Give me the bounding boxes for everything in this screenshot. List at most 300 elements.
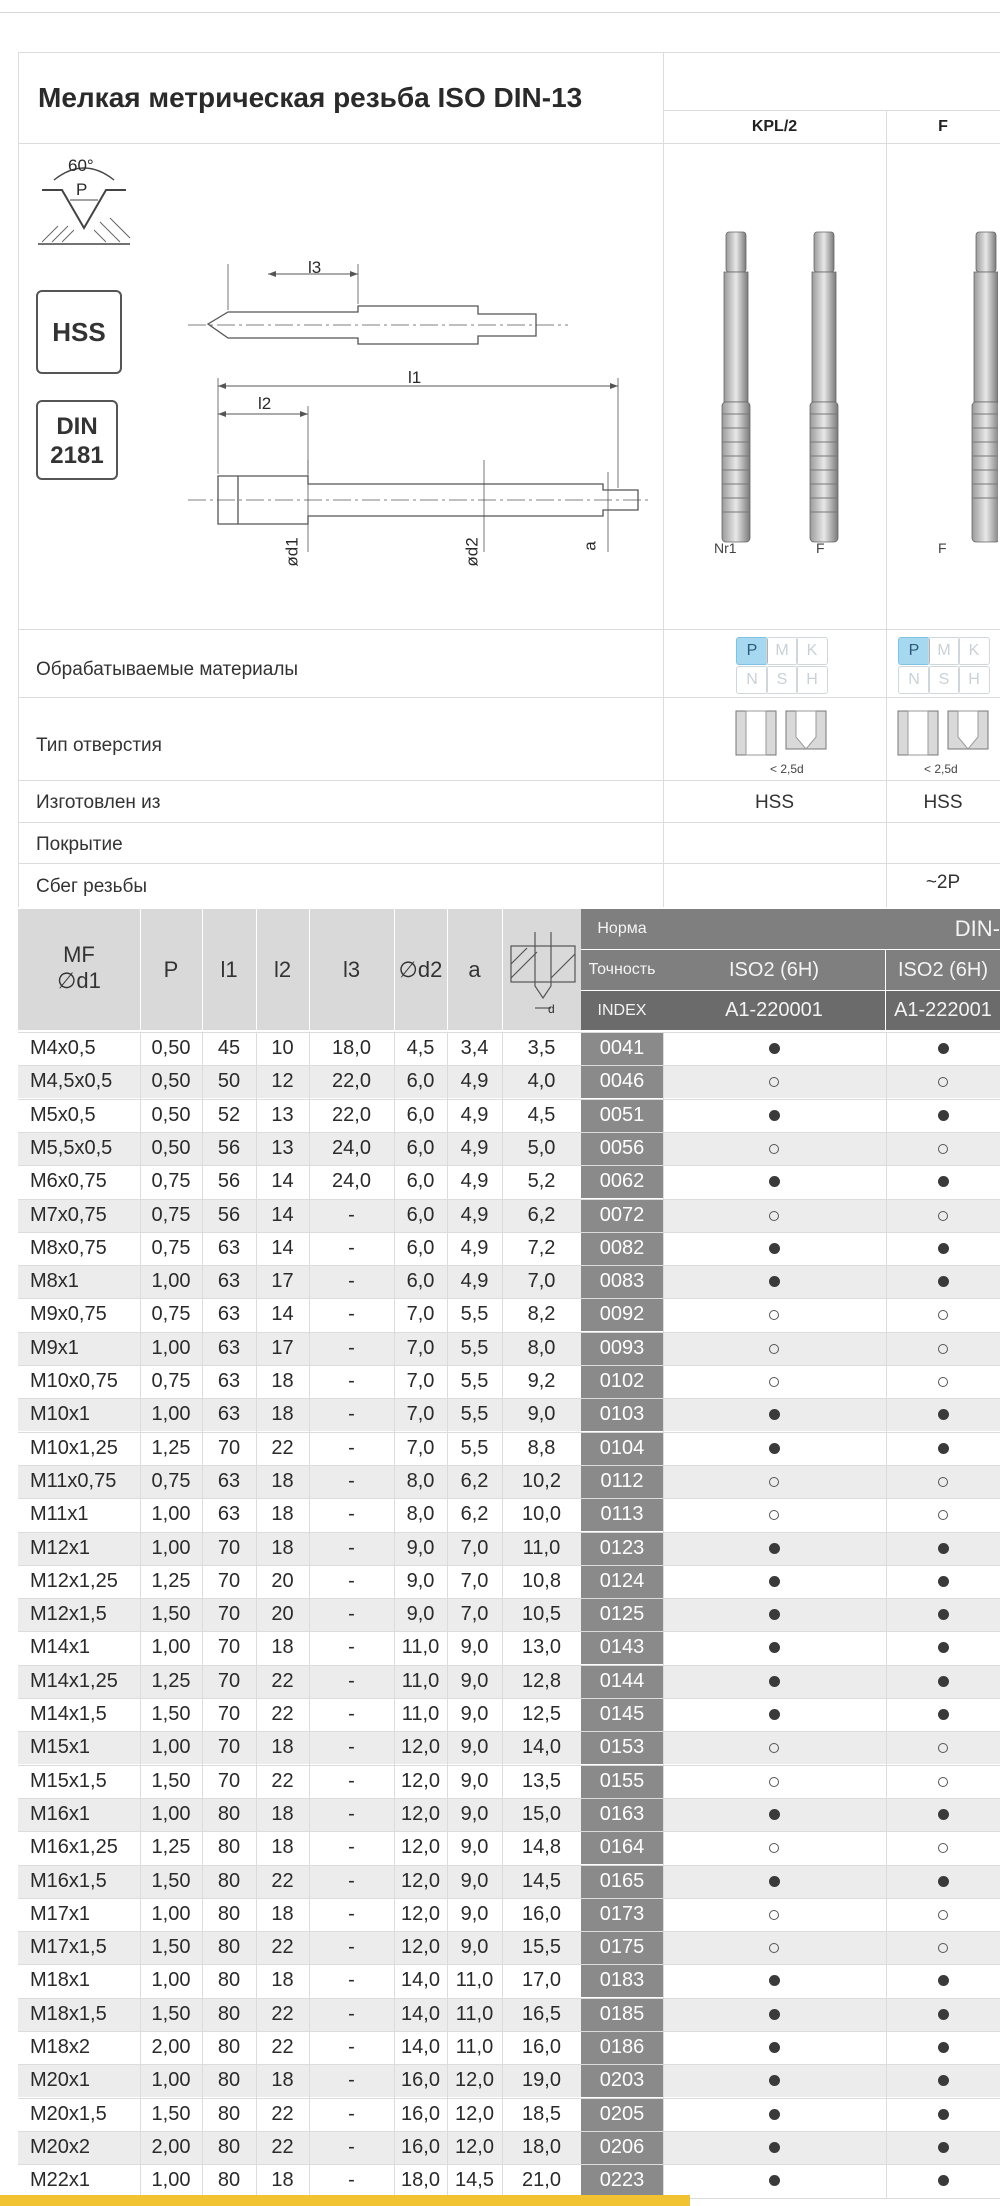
cell-d2: 6,0 xyxy=(406,1203,435,1226)
cell-drill: 14,8 xyxy=(522,1836,561,1859)
cell-l2: 22 xyxy=(271,2036,294,2058)
cell-l3: - xyxy=(348,1669,355,1692)
table-row xyxy=(18,2164,1000,2197)
cell-drill: 7,0 xyxy=(527,1270,556,1293)
tolerance-value: ISO2 (6H) xyxy=(886,950,1000,990)
availability-full-icon xyxy=(938,1176,949,1187)
cell-mf: M20x2 xyxy=(30,2135,91,2158)
table-row xyxy=(18,1598,1000,1631)
cell-l1: 80 xyxy=(217,2069,241,2092)
cell-p: 1,50 xyxy=(151,1603,191,1626)
cell-mf: M16x1,5 xyxy=(30,1869,107,1892)
cell-mf: M18x1,5 xyxy=(30,2002,107,2025)
availability-empty-icon xyxy=(769,1743,779,1753)
page-title: Мелкая метрическая резьба ISO DIN-13 xyxy=(38,82,583,113)
availability-full-icon xyxy=(769,2009,780,2020)
availability-full-icon xyxy=(938,1443,949,1454)
cell-drill: 16,0 xyxy=(522,1902,561,1925)
cell-p: 1,50 xyxy=(151,1703,191,1725)
availability-full-icon xyxy=(938,2042,949,2053)
cell-p: 1,50 xyxy=(151,1769,191,1792)
cell-mf: M9x1 xyxy=(30,1336,79,1359)
cell-d2: 11,0 xyxy=(401,1703,440,1725)
cell-drill: 3,5 xyxy=(527,1037,556,1059)
table-row xyxy=(18,1631,1000,1664)
cell-a: 6,2 xyxy=(460,1503,489,1526)
availability-full-icon xyxy=(769,2109,780,2120)
material-h-icon: H xyxy=(958,666,990,694)
cell-d2: 12,0 xyxy=(401,1802,440,1825)
cell-a: 9,0 xyxy=(460,1736,489,1759)
divider xyxy=(502,1032,503,2198)
cell-drill: 18,0 xyxy=(522,2135,561,2158)
cell-p: 1,25 xyxy=(151,1569,191,1592)
cell-l3: - xyxy=(348,2036,355,2058)
cell-p: 1,50 xyxy=(151,2002,191,2025)
cell-l3: - xyxy=(348,2002,355,2025)
cell-a: 9,0 xyxy=(460,1703,489,1725)
cell-d2: 8,0 xyxy=(406,1503,435,1526)
cell-index: 0153 xyxy=(581,1731,663,1764)
cell-drill: 5,2 xyxy=(527,1170,556,1193)
divider xyxy=(18,1731,1000,1732)
cell-a: 6,2 xyxy=(460,1469,489,1492)
cell-drill: 4,5 xyxy=(527,1103,556,1126)
table-row xyxy=(18,1731,1000,1764)
cell-index: 0183 xyxy=(581,1964,663,1997)
cell-l2: 14 xyxy=(271,1303,294,1326)
cell-a: 4,9 xyxy=(460,1170,489,1193)
cell-index: 0144 xyxy=(581,1665,663,1698)
table-row xyxy=(18,1498,1000,1531)
cell-index: 0223 xyxy=(581,2164,663,2197)
cell-l1: 80 xyxy=(217,1802,241,1825)
cell-l2: 18 xyxy=(271,1370,294,1392)
table-row xyxy=(18,1865,1000,1898)
header-l1: l1 xyxy=(220,957,238,982)
cell-index: 0175 xyxy=(581,1931,663,1964)
cell-l2: 14 xyxy=(271,1170,294,1193)
cell-drill: 5,0 xyxy=(527,1136,556,1159)
header-precision: Точность xyxy=(581,950,663,990)
cell-d2: 14,0 xyxy=(401,1969,440,1992)
availability-full-icon xyxy=(938,1642,949,1653)
dim-l3: l3 xyxy=(308,258,322,277)
cell-mf: M17x1,5 xyxy=(30,1936,107,1959)
cell-p: 1,00 xyxy=(151,2169,191,2192)
divider xyxy=(18,1865,1000,1866)
cell-a: 12,0 xyxy=(455,2069,494,2092)
header-mf-line2: ∅d1 xyxy=(57,968,101,993)
cell-l1: 56 xyxy=(217,1136,241,1159)
cell-a: 9,0 xyxy=(460,1669,489,1692)
cell-l2: 22 xyxy=(271,2102,294,2125)
divider xyxy=(18,1698,1000,1699)
table-row xyxy=(18,1665,1000,1698)
cell-l3: 24,0 xyxy=(332,1136,371,1159)
photo-label-f2: F xyxy=(938,540,947,556)
availability-full-icon xyxy=(769,2142,780,2153)
cell-d2: 9,0 xyxy=(406,1536,435,1559)
standard-badge-line2: 2181 xyxy=(50,442,104,469)
cell-drill: 9,0 xyxy=(527,1403,556,1426)
drill-d-label: d xyxy=(548,1002,555,1016)
hole-type-icon xyxy=(734,709,834,759)
header-a: a xyxy=(468,957,481,982)
cell-l2: 20 xyxy=(271,1603,294,1626)
cell-l2: 10 xyxy=(271,1037,294,1059)
cell-mf: M5x0,5 xyxy=(30,1103,96,1126)
cell-drill: 4,0 xyxy=(527,1070,556,1093)
cell-a: 4,9 xyxy=(460,1136,489,1159)
cell-l3: 22,0 xyxy=(332,1103,371,1126)
availability-full-icon xyxy=(938,1576,949,1587)
cell-index: 0102 xyxy=(581,1365,663,1398)
cell-l3: 22,0 xyxy=(332,1070,371,1093)
cell-l3: - xyxy=(348,1303,355,1326)
availability-empty-icon xyxy=(938,1477,948,1487)
cell-l3: - xyxy=(348,1902,355,1925)
thread-angle-label: 60° xyxy=(68,156,94,175)
divider xyxy=(18,52,1000,53)
availability-full-icon xyxy=(769,1975,780,1986)
cell-index: 0093 xyxy=(581,1332,663,1365)
table-row xyxy=(18,1199,1000,1232)
dim-l2: l2 xyxy=(258,394,272,413)
cell-p: 2,00 xyxy=(151,2135,191,2158)
article-value: A1-222001 xyxy=(886,991,1000,1030)
availability-empty-icon xyxy=(769,1144,779,1154)
cell-drill: 15,5 xyxy=(522,1936,561,1959)
header-p: P xyxy=(163,957,179,982)
table-row xyxy=(18,1998,1000,2031)
cell-drill: 12,8 xyxy=(522,1669,561,1692)
cell-mf: M16x1 xyxy=(30,1802,91,1825)
cell-l2: 22 xyxy=(271,1436,294,1459)
cell-l2: 14 xyxy=(271,1236,294,1259)
cell-drill: 8,2 xyxy=(527,1303,556,1326)
standard-badge-line1: DIN xyxy=(56,413,98,440)
availability-full-icon xyxy=(769,1110,780,1121)
cell-mf: M11x1 xyxy=(30,1503,89,1526)
cell-mf: M20x1,5 xyxy=(30,2102,107,2125)
cell-l1: 63 xyxy=(217,1303,241,1326)
cell-l1: 70 xyxy=(217,1703,241,1725)
cell-drill: 14,0 xyxy=(522,1736,561,1759)
availability-full-icon xyxy=(769,1642,780,1653)
availability-empty-icon xyxy=(769,1510,779,1520)
cell-l3: - xyxy=(348,1769,355,1792)
cell-p: 0,75 xyxy=(151,1170,191,1193)
divider xyxy=(18,1199,1000,1200)
cell-p: 1,00 xyxy=(151,1969,191,1992)
cell-l2: 18 xyxy=(271,2169,294,2192)
table-row xyxy=(18,1765,1000,1798)
table-row xyxy=(18,1365,1000,1398)
availability-full-icon xyxy=(769,1443,780,1454)
cell-p: 1,50 xyxy=(151,2102,191,2125)
cell-l3: - xyxy=(348,2069,355,2092)
cell-l2: 18 xyxy=(271,1736,294,1759)
availability-empty-icon xyxy=(938,1910,948,1920)
availability-empty-icon xyxy=(769,1943,779,1953)
cell-l3: - xyxy=(348,1869,355,1892)
cell-drill: 21,0 xyxy=(522,2169,561,2192)
material-n-icon: N xyxy=(898,666,930,694)
divider xyxy=(18,1099,1000,1100)
cell-l3: - xyxy=(348,1403,355,1426)
cell-p: 1,00 xyxy=(151,1536,191,1559)
cell-mf: M6x0,75 xyxy=(30,1170,107,1193)
table-row xyxy=(18,1465,1000,1498)
cell-d2: 11,0 xyxy=(401,1669,440,1692)
cell-l2: 18 xyxy=(271,1969,294,1992)
cell-l1: 80 xyxy=(217,2102,241,2125)
cell-l1: 80 xyxy=(217,1969,241,1992)
header-norm: Норма xyxy=(581,909,663,949)
availability-empty-icon xyxy=(938,1943,948,1953)
cell-index: 0205 xyxy=(581,2098,663,2131)
label-hole-type: Тип отверстия xyxy=(36,735,162,756)
column-header-kpl2: KPL/2 xyxy=(751,118,798,135)
cell-l1: 70 xyxy=(217,1769,241,1792)
cell-l1: 45 xyxy=(217,1037,241,1059)
cell-p: 0,50 xyxy=(151,1037,191,1059)
cell-d2: 12,0 xyxy=(401,1769,440,1792)
cell-mf: M9x0,75 xyxy=(30,1303,107,1326)
availability-full-icon xyxy=(938,1609,949,1620)
cell-d2: 7,0 xyxy=(406,1370,435,1392)
top-divider xyxy=(0,12,1000,13)
availability-full-icon xyxy=(938,1676,949,1687)
cell-d2: 12,0 xyxy=(401,1869,440,1892)
cell-mf: M10x1,25 xyxy=(30,1436,118,1459)
cell-l1: 80 xyxy=(217,2002,241,2025)
cell-mf: M17x1 xyxy=(30,1902,91,1925)
cell-p: 0,50 xyxy=(151,1070,191,1093)
cell-mf: M14x1 xyxy=(30,1636,91,1659)
cell-a: 9,0 xyxy=(460,1902,489,1925)
table-row xyxy=(18,1931,1000,1964)
table-row xyxy=(18,1831,1000,1864)
cell-a: 9,0 xyxy=(460,1869,489,1892)
cell-mf: M16x1,25 xyxy=(30,1836,118,1859)
cell-mf: M22x1 xyxy=(30,2169,91,2192)
divider xyxy=(18,1332,1000,1333)
table-row xyxy=(18,1565,1000,1598)
thread-pitch-label: P xyxy=(76,180,88,199)
divider xyxy=(18,1598,1000,1599)
table-row xyxy=(18,1898,1000,1931)
cell-l2: 22 xyxy=(271,1936,294,1959)
divider xyxy=(394,1032,395,2198)
cell-l1: 80 xyxy=(217,2135,241,2158)
norm-value: DIN- xyxy=(663,909,1000,949)
material-h-icon: H xyxy=(796,666,828,694)
cell-index: 0145 xyxy=(581,1698,663,1731)
header-l3: l3 xyxy=(342,957,361,982)
header-mf xyxy=(18,942,140,994)
table-row xyxy=(18,2064,1000,2097)
availability-full-icon xyxy=(769,1676,780,1687)
cell-drill: 11,0 xyxy=(522,1536,561,1559)
divider xyxy=(18,1532,1000,1533)
cell-l1: 70 xyxy=(217,1636,241,1659)
material-badge: HSS xyxy=(36,290,122,374)
made-from-value: HSS xyxy=(923,792,963,813)
availability-full-icon xyxy=(769,1809,780,1820)
availability-empty-icon xyxy=(769,1910,779,1920)
cell-l1: 63 xyxy=(217,1403,241,1426)
cell-p: 1,00 xyxy=(151,2069,191,2092)
cell-l1: 80 xyxy=(217,1869,241,1892)
cell-p: 1,00 xyxy=(151,1736,191,1759)
cell-d2: 7,0 xyxy=(406,1403,435,1426)
cell-l3: - xyxy=(348,1536,355,1559)
tolerance-value: ISO2 (6H) xyxy=(663,950,885,990)
cell-a: 4,9 xyxy=(460,1070,489,1093)
cell-a: 11,0 xyxy=(455,2036,494,2058)
table-row xyxy=(18,2098,1000,2131)
availability-full-icon xyxy=(938,2075,949,2086)
cell-d2: 14,0 xyxy=(401,2036,440,2058)
cell-l2: 17 xyxy=(271,1336,294,1359)
cell-l3: - xyxy=(348,1603,355,1626)
cell-d2: 12,0 xyxy=(401,1736,440,1759)
cell-p: 1,00 xyxy=(151,1503,191,1526)
cell-a: 5,5 xyxy=(460,1370,489,1392)
divider xyxy=(256,1032,257,2198)
cell-a: 4,9 xyxy=(460,1203,489,1226)
cell-l2: 22 xyxy=(271,1869,294,1892)
cell-p: 0,75 xyxy=(151,1203,191,1226)
availability-full-icon xyxy=(769,1576,780,1587)
divider xyxy=(18,1964,1000,1965)
availability-empty-icon xyxy=(938,1144,948,1154)
header-l2: l2 xyxy=(273,957,292,982)
cell-l1: 80 xyxy=(217,2169,241,2192)
cell-a: 12,0 xyxy=(455,2102,494,2125)
cell-d2: 4,5 xyxy=(406,1037,435,1059)
cell-l3: - xyxy=(348,1503,355,1526)
cell-l1: 56 xyxy=(217,1170,241,1193)
cell-a: 11,0 xyxy=(455,1969,494,1992)
cell-index: 0046 xyxy=(581,1065,663,1098)
availability-full-icon xyxy=(769,1709,780,1720)
cell-l3: - xyxy=(348,1636,355,1659)
cell-l1: 63 xyxy=(217,1370,241,1392)
availability-full-icon xyxy=(938,2109,949,2120)
cell-d2: 16,0 xyxy=(401,2069,440,2092)
hole-depth-label: < 2,5d xyxy=(924,762,958,776)
cell-l2: 18 xyxy=(271,1469,294,1492)
dim-d1: ød1 xyxy=(282,537,302,567)
cell-l3: - xyxy=(348,1203,355,1226)
material-m-icon: M xyxy=(766,637,798,665)
cell-p: 1,25 xyxy=(151,1836,191,1859)
cell-p: 1,00 xyxy=(151,1270,191,1293)
cell-drill: 16,0 xyxy=(522,2036,561,2058)
availability-full-icon xyxy=(769,2042,780,2053)
cell-l2: 22 xyxy=(271,1703,294,1725)
cell-l1: 70 xyxy=(217,1669,241,1692)
availability-full-icon xyxy=(938,1809,949,1820)
divider xyxy=(18,1631,1000,1632)
cell-index: 0062 xyxy=(581,1165,663,1198)
cell-mf: M15x1,5 xyxy=(30,1769,107,1792)
cell-index: 0186 xyxy=(581,2031,663,2064)
cell-l1: 63 xyxy=(217,1270,241,1293)
cell-l2: 12 xyxy=(271,1070,294,1093)
cell-drill: 8,0 xyxy=(527,1336,556,1359)
photo-label-f1: F xyxy=(816,540,825,556)
divider xyxy=(18,1398,1000,1399)
cell-drill: 14,5 xyxy=(522,1869,561,1892)
cell-p: 2,00 xyxy=(151,2036,191,2058)
availability-empty-icon xyxy=(938,1743,948,1753)
cell-a: 7,0 xyxy=(460,1569,489,1592)
cell-l3: - xyxy=(348,1802,355,1825)
availability-empty-icon xyxy=(938,1344,948,1354)
cell-l1: 80 xyxy=(217,1836,241,1859)
runout-value: ~2P xyxy=(925,872,961,893)
label-runout: Сбег резьбы xyxy=(36,876,148,897)
cell-mf: M20x1 xyxy=(30,2069,91,2092)
availability-full-icon xyxy=(769,1243,780,1254)
cell-d2: 7,0 xyxy=(406,1303,435,1326)
divider xyxy=(18,1565,1000,1566)
cell-l1: 70 xyxy=(217,1536,241,1559)
cell-index: 0104 xyxy=(581,1432,663,1465)
cell-p: 1,00 xyxy=(151,1636,191,1659)
availability-full-icon xyxy=(938,1543,949,1554)
cell-d2: 12,0 xyxy=(401,1902,440,1925)
divider xyxy=(18,2131,1000,2132)
availability-full-icon xyxy=(769,2175,780,2186)
table-row xyxy=(18,1432,1000,1465)
cell-drill: 10,5 xyxy=(522,1603,561,1626)
availability-empty-icon xyxy=(938,1077,948,1087)
cell-mf: M12x1,5 xyxy=(30,1603,107,1626)
table-row xyxy=(18,1398,1000,1431)
cell-p: 0,75 xyxy=(151,1236,191,1259)
cell-p: 0,50 xyxy=(151,1136,191,1159)
cell-p: 1,50 xyxy=(151,1936,191,1959)
cell-l2: 18 xyxy=(271,1636,294,1659)
cell-l3: - xyxy=(348,1469,355,1492)
scroll-indicator xyxy=(0,2195,690,2206)
availability-empty-icon xyxy=(769,1777,779,1787)
divider xyxy=(18,1998,1000,1999)
availability-full-icon xyxy=(769,1276,780,1287)
table-row xyxy=(18,1332,1000,1365)
cell-p: 0,50 xyxy=(151,1103,191,1126)
cell-drill: 13,5 xyxy=(522,1769,561,1792)
dim-a: a xyxy=(580,541,600,551)
cell-index: 0185 xyxy=(581,1998,663,2031)
cell-p: 1,25 xyxy=(151,1669,191,1692)
cell-p: 1,00 xyxy=(151,1403,191,1426)
cell-d2: 9,0 xyxy=(406,1603,435,1626)
cell-index: 0155 xyxy=(581,1765,663,1798)
cell-d2: 6,0 xyxy=(406,1270,435,1293)
cell-l3: - xyxy=(348,1236,355,1259)
divider xyxy=(663,52,664,907)
availability-full-icon xyxy=(938,1243,949,1254)
cell-p: 1,00 xyxy=(151,1902,191,1925)
cell-drill: 12,5 xyxy=(522,1703,561,1725)
cell-index: 0041 xyxy=(581,1032,663,1065)
